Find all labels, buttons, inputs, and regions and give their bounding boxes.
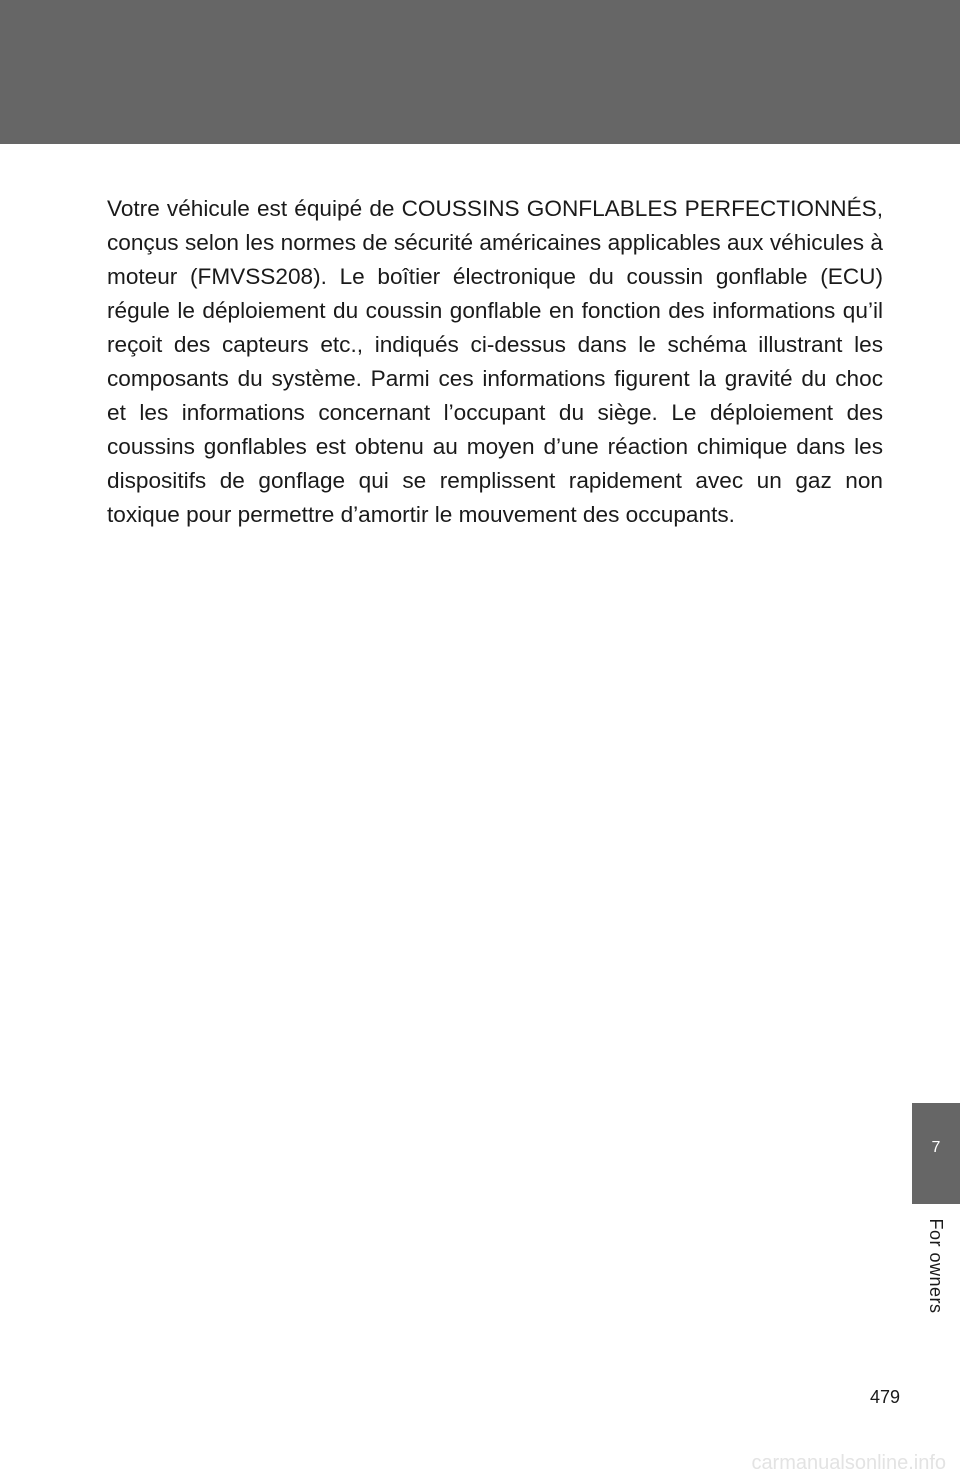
header-band bbox=[0, 0, 960, 144]
chapter-label: For owners bbox=[926, 1218, 946, 1314]
body-paragraph: Votre véhicule est équipé de COUSSINS GONFLABLES PERFECTIONNÉS, conçus selon les normes de sécurité américaines applicables aux véhicules à moteur (FMVSS208). Le boîtier électronique du coussin gonflable (ECU) régule le déploiement du coussin gonflable en fonction des informations qu’il reçoit des capteurs etc., indiqués ci-dessus dans le schéma illustrant les composants du système. Parmi ces informations figurent la gravité du choc et les informations concernant l’occupant du siège. Le déploiement des coussins gonflables est obtenu au moyen d’une réaction chimique dans les dispositifs de gonflage qui se remplissent rapidement avec un gaz non toxique pour permettre d’amortir le mouvement des occupants. bbox=[107, 196, 883, 527]
chapter-number: 7 bbox=[931, 1139, 941, 1156]
page-number: 479 bbox=[869, 1387, 900, 1407]
watermark: carmanualsonline.info bbox=[751, 1452, 946, 1474]
